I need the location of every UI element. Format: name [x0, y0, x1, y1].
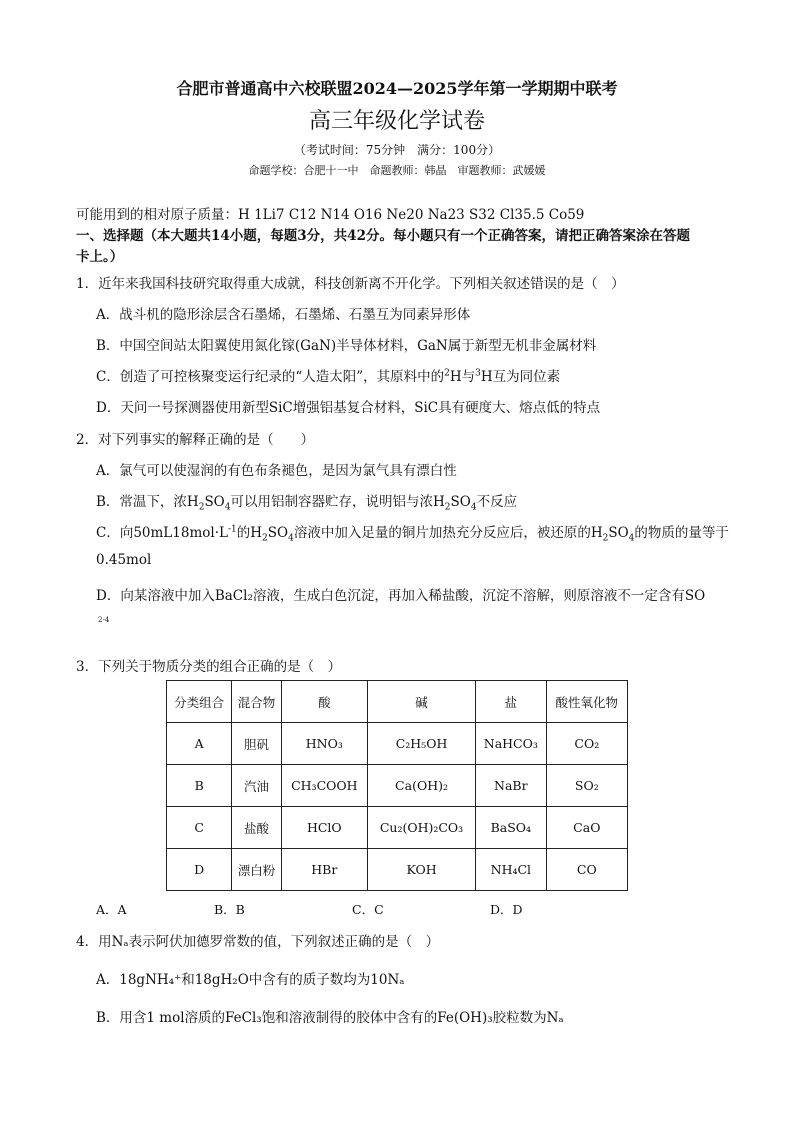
table-row [167, 723, 628, 765]
exam-authors: 命题学校：合肥十一中 命题教师：韩晶 审题教师：武媛媛 [248, 164, 546, 177]
option-b-text: 可以用铝制容器贮存，说明铝与浓H [230, 494, 445, 510]
option-c-text-3: H互为同位素 [480, 369, 561, 385]
table-cell: HNO₃ [281, 723, 367, 765]
superscript: -1 [227, 524, 237, 535]
question-4-option-b: B．用含1 mol溶质的FeCl₃饱和溶液制得的胶体中含有的Fe(OH)₃胶粒数为Nₐ [96, 1010, 564, 1026]
question-4-option-a: A．18gNH₄⁺和18gH₂O中含有的质子数均为10Nₐ [96, 972, 405, 988]
table-header-cell: 酸性氧化物 [546, 681, 627, 723]
classification-table [166, 680, 628, 891]
table-cell: CH₃COOH [281, 765, 367, 807]
isotope-mass-2: 2 [444, 368, 450, 379]
question-2-option-c [96, 521, 729, 544]
table-cell: B [167, 765, 232, 807]
exam-info: （考试时间：75分钟 满分：100分） [293, 143, 501, 157]
table-cell: C₂H₅OH [368, 723, 476, 765]
table-header-row [167, 681, 628, 723]
isotope-mass-3: 3 [475, 368, 481, 379]
subscript: 2 [444, 502, 451, 513]
question-3-options [96, 900, 523, 918]
question-2-option-c-cont: 0.45mol [96, 552, 152, 568]
section-heading: 一、选择题（本大题共14小题，每题3分，共42分。每小题只有一个正确答案，请把正确答案涂在答题 [76, 228, 690, 244]
option-b-text: SO [450, 494, 471, 510]
table-cell: CO [546, 849, 627, 891]
question-1-option-a: A．战斗机的隐形涂层含石墨烯，石墨烯、石墨互为同素异形体 [96, 307, 471, 323]
subscript: 4 [470, 502, 477, 513]
table-row [167, 765, 628, 807]
table-row [167, 849, 628, 891]
section-heading-cont: 卡上。） [76, 249, 124, 265]
option-b: B．B [214, 902, 245, 917]
table-cell: NH₄Cl [476, 849, 547, 891]
option-a: A．A [96, 902, 127, 917]
table-row [167, 807, 628, 849]
subscript: 2 [198, 502, 205, 513]
table-cell: D [167, 849, 232, 891]
table-cell: CaO [546, 807, 627, 849]
table-cell: KOH [368, 849, 476, 891]
option-c-text-2: H与 [449, 369, 476, 385]
question-1-option-b: B．中国空间站太阳翼使用氮化镓(GaN)半导体材料，GaN属于新型无机非金属材料 [96, 338, 597, 354]
table-cell: SO₂ [546, 765, 627, 807]
option-c-text: 的H [236, 525, 263, 541]
question-1-option-c [96, 365, 560, 385]
table-cell: HClO [281, 807, 367, 849]
table-cell: HBr [281, 849, 367, 891]
exam-title: 合肥市普通高中六校联盟2024—2025学年第一学期期中联考 [176, 79, 618, 98]
table-header-cell: 盐 [476, 681, 547, 723]
table-header-cell: 酸 [281, 681, 367, 723]
table-cell: 汽油 [232, 765, 281, 807]
question-1-option-d: D．天问一号探测器使用新型SiC增强铝基复合材料，SiC具有硬度大、熔点低的特点 [96, 400, 601, 416]
table-cell: 漂白粉 [232, 849, 281, 891]
subscript: 4 [628, 533, 635, 544]
option-c-text: SO [608, 525, 629, 541]
table-cell: BaSO₄ [476, 807, 547, 849]
question-2-option-b [96, 490, 518, 513]
option-c-text: SO [267, 525, 289, 541]
question-2-option-d: D．向某溶液中加入BaCl₂溶液，生成白色沉淀，再加入稀盐酸，沉淀不溶解，则原溶液不一定含有SO [96, 588, 706, 604]
option-b-text: B．常温下，浓H [96, 494, 199, 510]
table-cell: A [167, 723, 232, 765]
question-4-stem: 4．用Nₐ表示阿伏加德罗常数的值，下列叙述正确的是（ ） [76, 934, 440, 950]
table-cell: NaBr [476, 765, 547, 807]
option-c: C．C [352, 902, 384, 917]
option-c-text: C．创造了可控核聚变运行纪录的“人造太阳”，其原料中的 [96, 369, 445, 385]
table-cell: NaHCO₃ [476, 723, 547, 765]
option-b-text: SO [204, 494, 225, 510]
table-cell: Ca(OH)₂ [368, 765, 476, 807]
option-b-text: 不反应 [476, 494, 518, 510]
subscript: 2 [602, 533, 609, 544]
table-header-cell: 混合物 [232, 681, 281, 723]
table-cell: 盐酸 [232, 807, 281, 849]
table-cell: C [167, 807, 232, 849]
sulfate-charge-index: 2-4 [98, 616, 110, 624]
question-2-stem: 2．对下列事实的解释正确的是（ ） [76, 432, 315, 448]
option-c-text: C．向50mL18mol·L [96, 525, 228, 541]
option-d: D．D [490, 902, 523, 917]
option-c-text: 溶液中加入足量的铜片加热充分反应后，被还原的H [293, 525, 603, 541]
table-header-cell: 碱 [368, 681, 476, 723]
atomic-masses: 可能用到的相对原子质量：H 1Li7 C12 N14 O16 Ne20 Na23 S32 Cl35.5 Co59 [76, 207, 585, 223]
table-cell: CO₂ [546, 723, 627, 765]
table-header-cell: 分类组合 [167, 681, 232, 723]
question-1-stem: 1．近年来我国科技研究取得重大成就，科技创新离不开化学。下列相关叙述错误的是（ ） [76, 276, 625, 292]
exam-subtitle: 高三年级化学试卷 [308, 109, 485, 134]
question-3-stem: 3．下列关于物质分类的组合正确的是（ ） [76, 659, 342, 675]
option-c-text: 的物质的量等于 [634, 525, 729, 541]
question-2-option-a: A．氯气可以使湿润的有色布条褪色，是因为氯气具有漂白性 [96, 463, 457, 479]
subscript: 2 [262, 533, 268, 544]
subscript: 4 [288, 533, 294, 544]
table-cell: Cu₂(OH)₂CO₃ [368, 807, 476, 849]
table-cell: 胆矾 [232, 723, 281, 765]
subscript: 4 [224, 502, 231, 513]
